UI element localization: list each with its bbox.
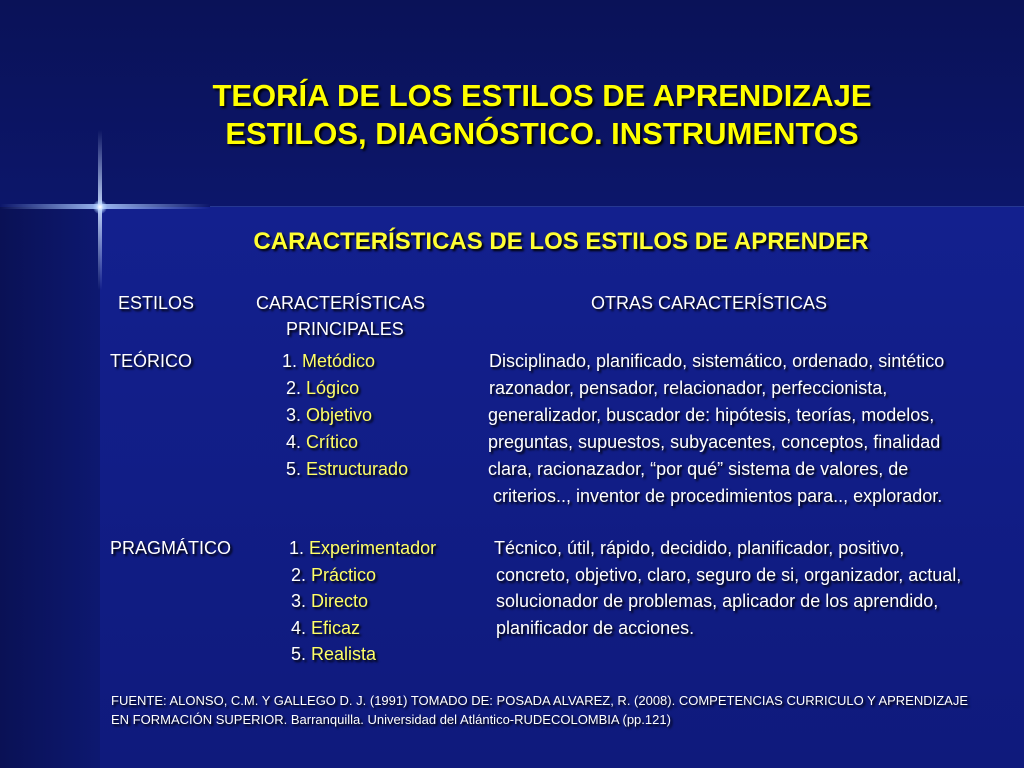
style-name-pragmatico: PRAGMÁTICO (110, 538, 232, 558)
list-item: 2. Lógico (286, 378, 360, 398)
source-citation-line-2: EN FORMACIÓN SUPERIOR. Barranquilla. Universidad del Atlántico-RUDECOLOMBIA (pp.121) (111, 712, 671, 727)
list-item: 2. Práctico (291, 565, 377, 585)
header-otras-caracteristicas: OTRAS CARACTERÍSTICAS (591, 293, 828, 313)
slide-title-line-2: ESTILOS, DIAGNÓSTICO. INSTRUMENTOS (225, 116, 859, 151)
left-band (0, 207, 100, 768)
list-item: 5. Estructurado (286, 459, 409, 479)
list-item: 1. Metódico (282, 351, 376, 371)
other-characteristics-line: generalizador, buscador de: hipótesis, teorías, modelos, (488, 405, 935, 425)
other-characteristics-line: clara, racionazador, “por qué” sistema de valores, de (488, 459, 909, 479)
list-item: 4. Eficaz (291, 618, 361, 638)
other-characteristics-line: preguntas, supuestos, subyacentes, conceptos, finalidad (488, 432, 941, 452)
header-caracteristicas: CARACTERÍSTICAS (256, 293, 426, 313)
slide-title-line-1: TEORÍA DE LOS ESTILOS DE APRENDIZAJE (212, 78, 872, 113)
header-estilos: ESTILOS (118, 293, 195, 313)
other-characteristics-line: razonador, pensador, relacionador, perfeccionista, (489, 378, 888, 398)
other-characteristics-line: planificador de acciones. (496, 618, 695, 638)
list-item: 4. Crítico (286, 432, 359, 452)
other-characteristics-line: concreto, objetivo, claro, seguro de si, organizador, actual, (496, 565, 962, 585)
section-subtitle: CARACTERÍSTICAS DE LOS ESTILOS DE APRENDER (253, 228, 869, 255)
source-citation-line-1: FUENTE: ALONSO, C.M. Y GALLEGO D. J. (1991) TOMADO DE: POSADA ALVAREZ, R. (2008). COMPETENCIAS CURRICULO Y APRENDIZAJE (111, 693, 969, 708)
sparkle-icon (93, 200, 107, 214)
list-item: 1. Experimentador (289, 538, 437, 558)
other-characteristics-line: Técnico, útil, rápido, decidido, planificador, positivo, (494, 538, 905, 558)
divider-line (210, 206, 1024, 207)
list-item: 3. Objetivo (286, 405, 373, 425)
other-characteristics-line: Disciplinado, planificado, sistemático, ordenado, sintético (489, 351, 945, 371)
list-item: 3. Directo (291, 591, 369, 611)
list-item: 5. Realista (291, 644, 377, 664)
other-characteristics-line: criterios.., inventor de procedimientos para.., explorador. (493, 486, 943, 506)
header-principales: PRINCIPALES (286, 319, 404, 339)
style-name-teorico: TEÓRICO (110, 351, 193, 371)
other-characteristics-line: solucionador de problemas, aplicador de los aprendido, (496, 591, 939, 611)
